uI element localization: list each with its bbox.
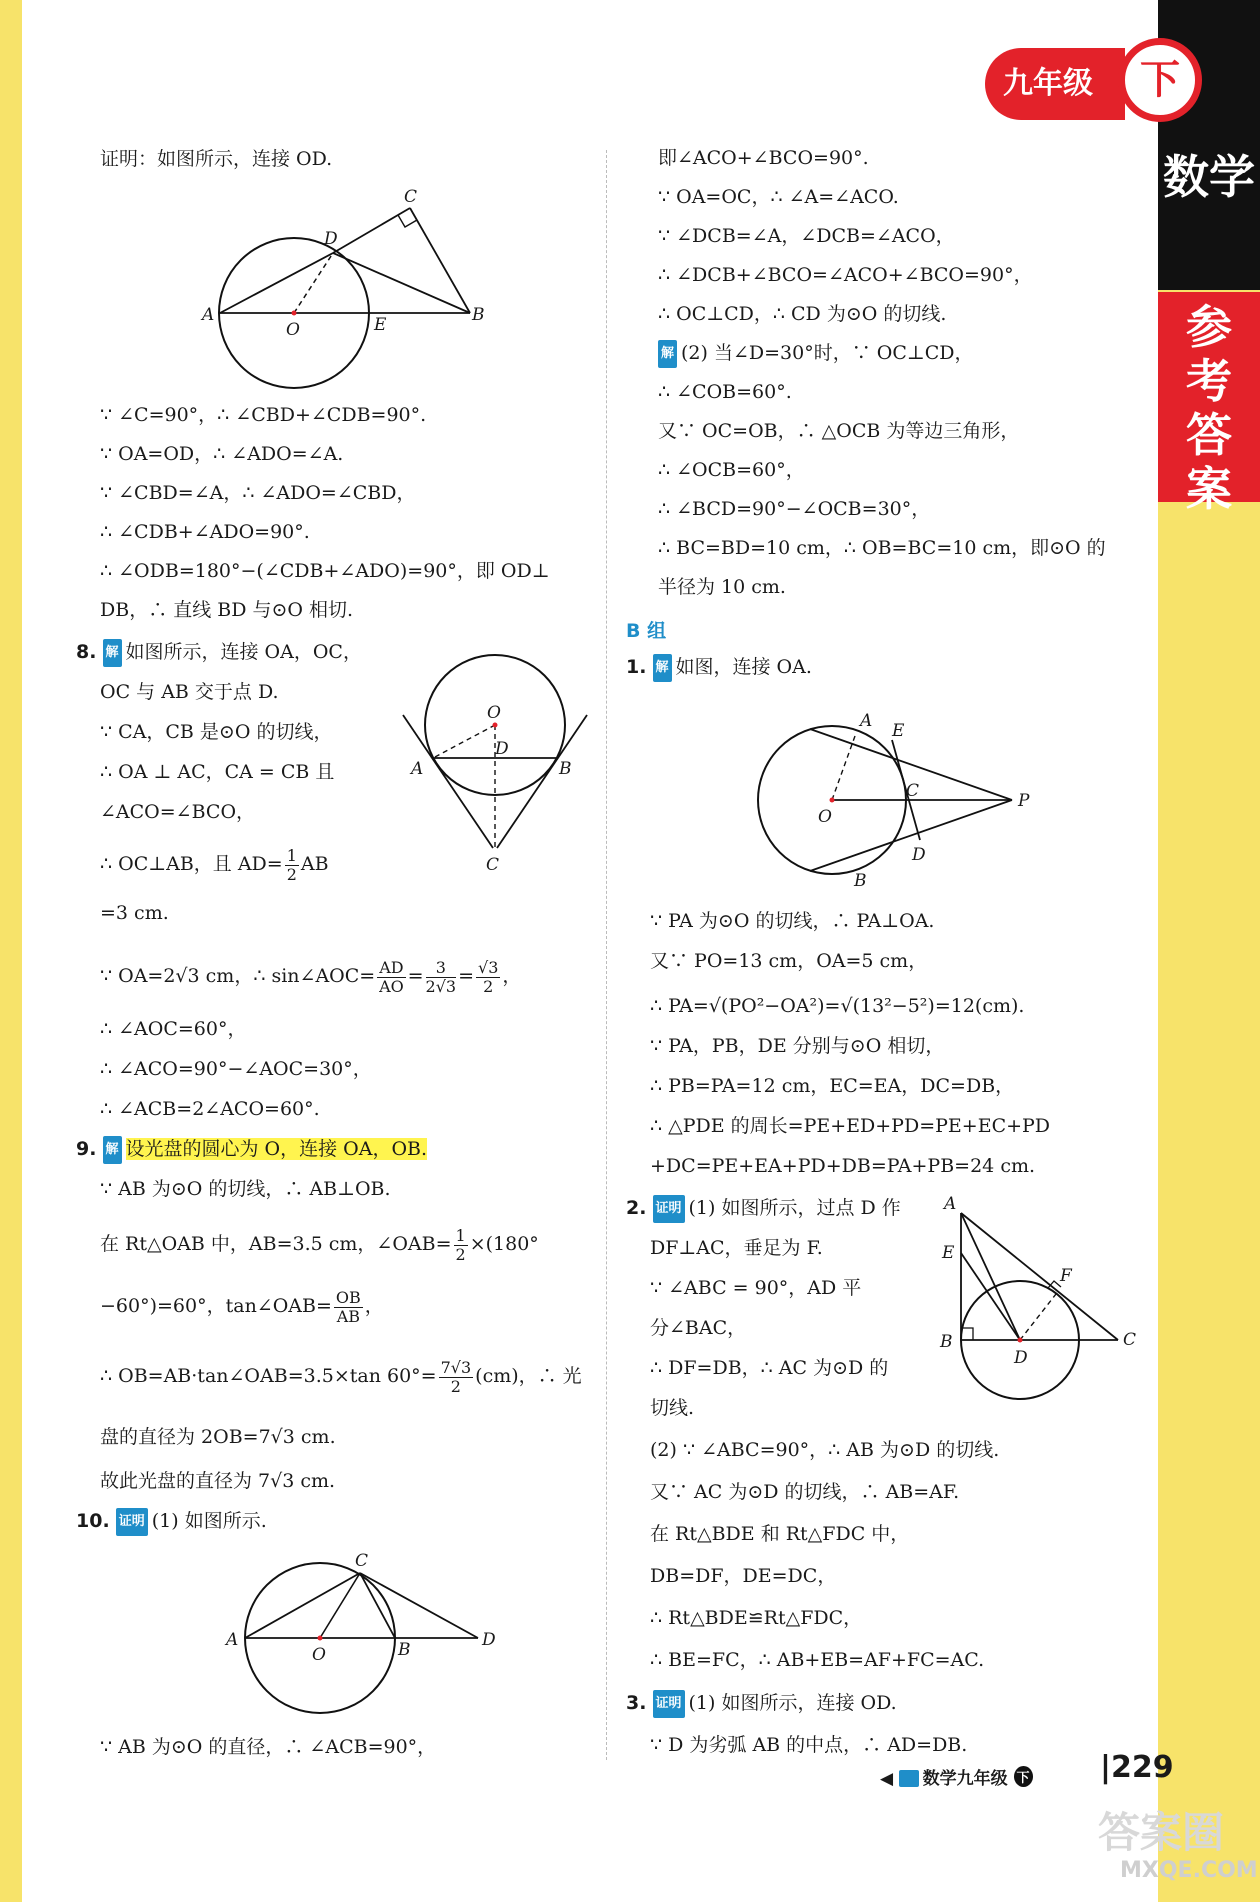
label-D: D (912, 845, 926, 865)
text-line: +DC=PE+EA+PD+DB=PA+PB=24 cm. (650, 1155, 1036, 1177)
text-line: ∵ ∠ABC = 90°，AD 平 (650, 1277, 862, 1299)
text-line: ∵ AB 为⊙O 的直径，∴ ∠ACB=90°， (100, 1736, 437, 1758)
text-line: ∵ OA=OC，∴ ∠A=∠ACO. (658, 186, 899, 208)
text-line: ∵ ∠CBD=∠A，∴ ∠ADO=∠CBD， (100, 482, 416, 504)
text-line: DB=DF，DE=DC， (650, 1565, 837, 1587)
section-label: 参考答案 (1186, 300, 1232, 516)
text-line: 即∠ACO+∠BCO=90°. (658, 147, 869, 169)
text-line: =3 cm. (100, 902, 169, 924)
label-B: B (940, 1332, 953, 1352)
text-line: 解 (2) 当∠D=30°时，∵ OC⊥CD， (658, 340, 974, 368)
label-B: B (472, 305, 485, 325)
text-line: OC 与 AB 交于点 D. (100, 681, 279, 703)
text-line: ∴ ∠AOC=60°， (100, 1018, 247, 1040)
left-yellow-strip (0, 0, 22, 1902)
text-line: ∴ ∠ACO=90°−∠AOC=30°， (100, 1058, 372, 1080)
label-E: E (942, 1243, 955, 1263)
text-line: ∴ OC⊥CD，∴ CD 为⊙O 的切线. (658, 303, 947, 325)
text-line: ∵ CA，CB 是⊙O 的切线， (100, 721, 333, 743)
text-line: ∵ AB 为⊙O 的切线，∴ AB⊥OB. (100, 1178, 391, 1200)
text-line: ∴ ∠COB=60°. (658, 381, 792, 403)
text-line: 在 Rt△OAB 中，AB=3.5 cm，∠OAB= $\frac{1}{2}$ ×(180° (100, 1225, 539, 1264)
label-D: D (482, 1630, 496, 1650)
question-b2: 2. 证明 (1) 如图所示，过点 D 作 (626, 1195, 901, 1223)
text-line: ∵ D 为劣弧 AB 的中点，∴ AD=DB. (650, 1734, 968, 1756)
text-line: ∴ ∠DCB+∠BCO=∠ACO+∠BCO=90°， (658, 264, 1033, 286)
question-8: 8. 解 如图所示，连接 OA，OC， (76, 639, 362, 667)
text-line: ∴ BC=BD=10 cm，∴ OB=BC=10 cm，即⊙O 的 (658, 537, 1106, 559)
watermark: 答案圈 (1098, 1808, 1225, 1857)
figure-3 (220, 1548, 500, 1728)
text-line: ∴ BE=FC，∴ AB+EB=AF+FC=AC. (650, 1649, 985, 1671)
text-line: ∴ OA ⊥ AC，CA = CB 且 (100, 761, 335, 783)
text-line: ∴ ∠ACB=2∠ACO=60°. (100, 1098, 320, 1120)
text-line: 又∵ AC 为⊙D 的切线，∴ AB=AF. (650, 1481, 960, 1503)
text-line: ∴ OB=AB·tan∠OAB=3.5×tan 60°= $\frac{7√3}{2}$ (cm)，∴ 光 (100, 1357, 582, 1396)
text-line: 盘的直径为 2OB=7√3 cm. (100, 1426, 336, 1448)
column-divider (606, 150, 607, 1760)
text-line: ∴ OC⊥AB，且 AD= $\frac{1}{2}$ AB (100, 845, 329, 884)
figure-4 (740, 700, 1060, 900)
label-O: O (286, 320, 300, 340)
text-line: ∴ PB=PA=12 cm，EC=EA，DC=DB， (650, 1075, 1015, 1097)
label-D: D (324, 229, 338, 249)
text-line: ∵ PA 为⊙O 的切线，∴ PA⊥OA. (650, 910, 935, 932)
text-line: ∴ Rt△BDE≌Rt△FDC， (650, 1607, 863, 1629)
text-line: ∵ OA=2√3 cm，∴ sin∠AOC= $\frac{AD}{AO}$ = $\frac{3}{2√3}$ = $\frac{√3}{2}$ ， (100, 957, 522, 996)
text-line: ∴ △PDE 的周长=PE+ED+PD=PE+EC+PD (650, 1115, 1051, 1137)
text-line: −60°)=60°，tan∠OAB= $\frac{OB}{AB}$ ， (100, 1287, 384, 1326)
label-B: B (559, 759, 572, 779)
text-line: ∠ACO=∠BCO， (100, 801, 256, 823)
section-b-heading: B 组 (626, 620, 667, 642)
label-P: P (1018, 791, 1030, 811)
text-line: (2) ∵ ∠ABC=90°，∴ AB 为⊙D 的切线. (650, 1439, 1000, 1461)
text-line: DB，∴ 直线 BD 与⊙O 相切. (100, 599, 354, 621)
text-line: 在 Rt△BDE 和 Rt△FDC 中， (650, 1523, 910, 1545)
label-A: A (411, 759, 424, 779)
text-line: 证明：如图所示，连接 OD. (100, 148, 333, 170)
text-line: ∵ PA，PB，DE 分别与⊙O 相切， (650, 1035, 945, 1057)
term-badge: 下 (1118, 38, 1202, 122)
page-number: |229 (1100, 1750, 1174, 1785)
text-line: ∴ DF=DB，∴ AC 为⊙D 的 (650, 1357, 889, 1379)
footer-brand: ◀ 数学九年级 下 (880, 1764, 1037, 1789)
question-b1: 1. 解 如图，连接 OA. (626, 654, 812, 682)
text-line: ∴ PA=√(PO²−OA²)=√(13²−5²)=12(cm). (650, 995, 1025, 1017)
text-line: ∵ ∠C=90°，∴ ∠CBD+∠CDB=90°. (100, 404, 427, 426)
subject-label: 数学 (1163, 150, 1255, 204)
label-C: C (404, 187, 418, 207)
question-10: 10. 证明 (1) 如图所示. (76, 1508, 267, 1536)
text-line: 故此光盘的直径为 7√3 cm. (100, 1470, 336, 1492)
label-E: E (892, 721, 905, 741)
label-E: E (374, 315, 387, 335)
text-line: 半径为 10 cm. (658, 576, 786, 598)
text-line: ∵ OA=OD，∴ ∠ADO=∠A. (100, 443, 344, 465)
figure-2 (395, 650, 595, 880)
figure-5 (928, 1195, 1148, 1405)
label-D: D (495, 739, 509, 759)
text-line: ∴ ∠OCB=60°， (658, 459, 805, 481)
label-A: A (860, 711, 873, 731)
label-C: C (355, 1551, 369, 1571)
text-line: 又∵ PO=13 cm，OA=5 cm， (650, 950, 928, 972)
label-C: C (486, 855, 500, 875)
label-A: A (202, 305, 215, 325)
text-line: ∴ ∠ODB=180°−(∠CDB+∠ADO)=90°，即 OD⊥ (100, 560, 550, 582)
label-A: A (944, 1195, 957, 1214)
figure-1 (200, 180, 500, 400)
label-F: F (1060, 1266, 1072, 1286)
question-9: 9. 解 设光盘的圆心为 O，连接 OA，OB. (76, 1136, 427, 1164)
watermark-site: MXQE.COM (1120, 1858, 1258, 1883)
label-C: C (1123, 1330, 1137, 1350)
text-line: ∴ ∠BCD=90°−∠OCB=30°， (658, 498, 931, 520)
text-line: ∵ ∠DCB=∠A，∠DCB=∠ACO， (658, 225, 955, 247)
text-line: 切线. (650, 1397, 695, 1419)
label-A: A (226, 1630, 239, 1650)
text-line: DF⊥AC，垂足为 F. (650, 1237, 823, 1259)
question-b3: 3. 证明 (1) 如图所示，连接 OD. (626, 1690, 897, 1718)
label-O: O (312, 1645, 326, 1665)
label-B: B (398, 1640, 411, 1660)
label-C: C (906, 781, 920, 801)
label-B: B (854, 871, 867, 891)
label-O: O (487, 703, 501, 723)
text-line: ∴ ∠CDB+∠ADO=90°. (100, 521, 310, 543)
label-O: O (818, 807, 832, 827)
grade-badge: 九年级 (985, 48, 1125, 120)
text-line: 分∠BAC， (650, 1317, 747, 1339)
label-D: D (1014, 1348, 1028, 1368)
text-line: 又∵ OC=OB，∴ △OCB 为等边三角形， (658, 420, 1020, 442)
